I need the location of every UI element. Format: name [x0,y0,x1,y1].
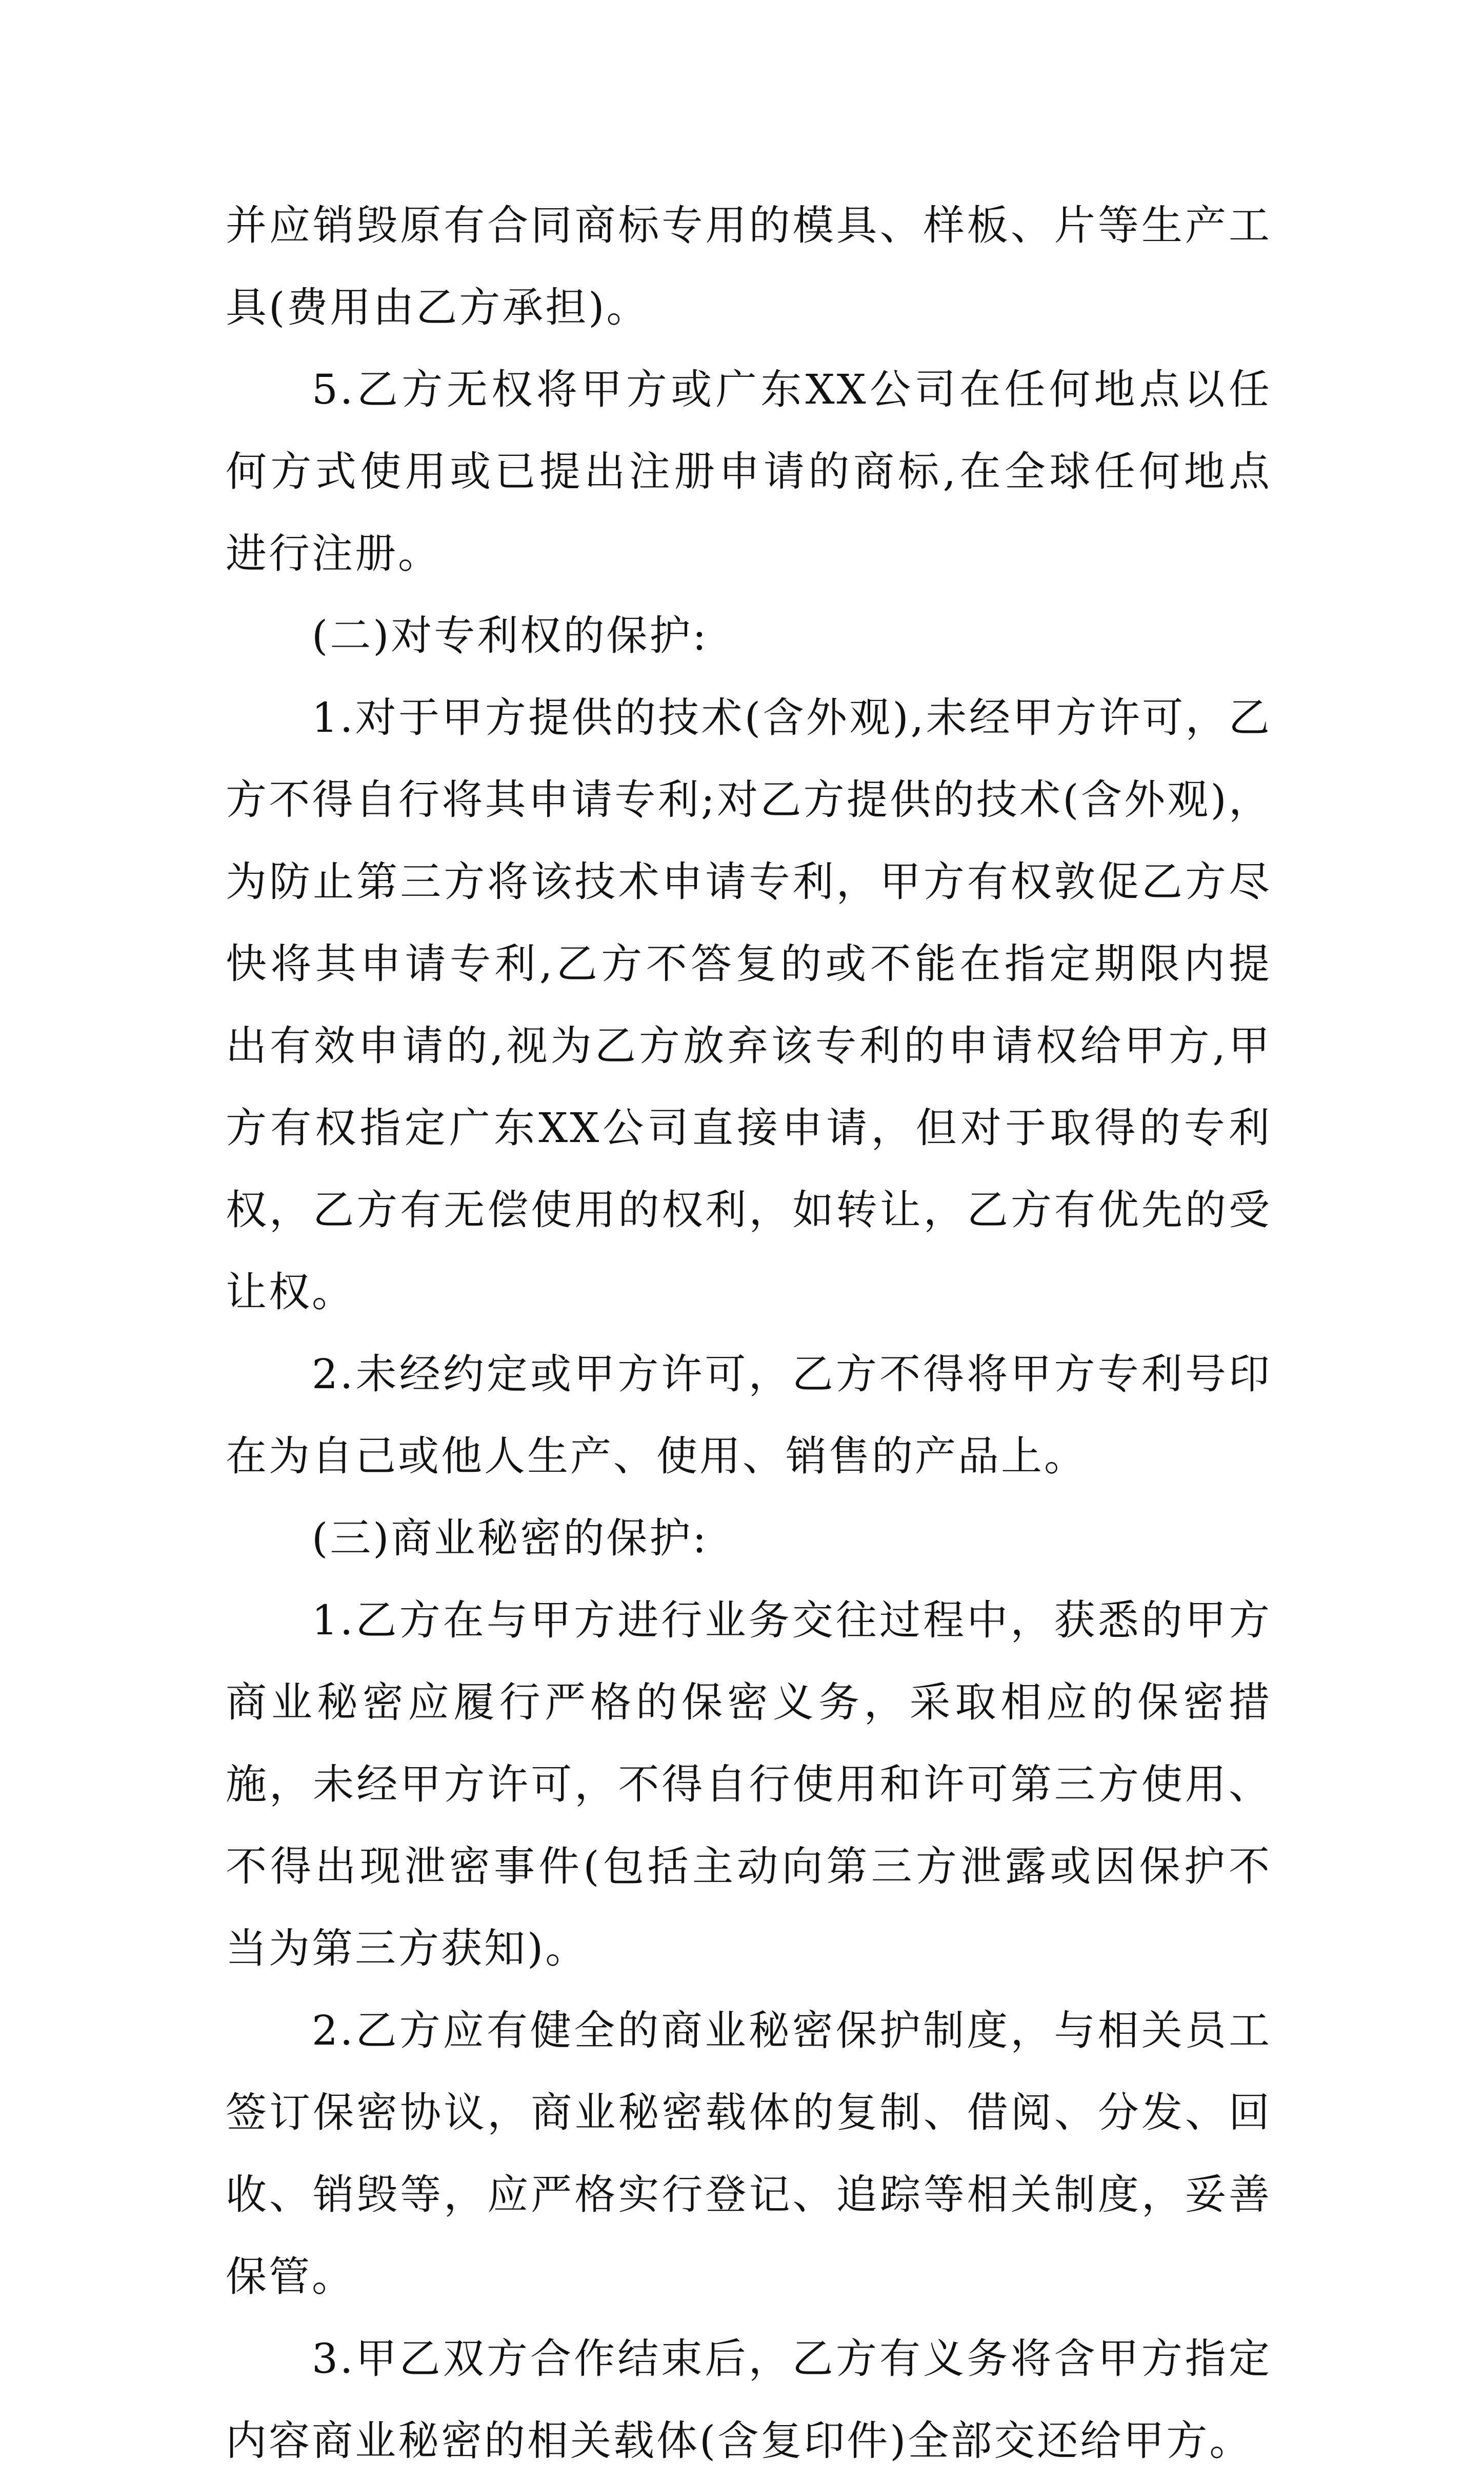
paragraph-trademark-registration: 5.乙方无权将甲方或广东XX公司在任何地点以任何方式使用或已提出注册申请的商标,在全球任何地点进行注册。 [226,366,1272,577]
section-heading-trade-secret: (三)商业秘密的保护: [312,1514,709,1562]
paragraph-continuation: 并应销毁原有合同商标专用的模具、样板、片等生产工具(费用由乙方承担)。 [226,202,1272,331]
paragraph-secret-protection-system: 2.乙方应有健全的商业秘密保护制度，与相关员工签订保密协议，商业秘密载体的复制、借阅、分发、回收、销毁等，应严格实行登记、追踪等相关制度，妥善保管。 [226,2007,1272,2300]
paragraph-return-materials: 3.甲乙双方合作结束后，乙方有义务将含甲方指定内容商业秘密的相关载体(含复印件)全部交还给甲方。 [226,2335,1272,2465]
section-heading-patent-protection: (二)对专利权的保护: [312,612,709,659]
document-body [226,185,1272,2482]
paragraph-patent-application: 1.对于甲方提供的技术(含外观),未经甲方许可，乙方不得自行将其申请专利;对乙方提供的技术(含外观)，为防止第三方将该技术申请专利，甲方有权敦促乙方尽快将其申请专利,乙方不答复的或不能在指定期限内提出有效申请的,视为乙方放弃该专利的申请权给甲方,甲方有权指定广东XX公司直接申请，但对于取得的专利权，乙方有无偿使用的权利，如转让，乙方有优先的受让权。 [226,694,1272,1316]
paragraph-patent-number: 2.未经约定或甲方许可，乙方不得将甲方专利号印在为自己或他人生产、使用、销售的产品上。 [226,1350,1272,1480]
paragraph-confidentiality-obligation: 1.乙方在与甲方进行业务交往过程中，获悉的甲方商业秘密应履行严格的保密义务，采取相应的保密措施，未经甲方许可，不得自行使用和许可第三方使用、不得出现泄密事件(包括主动向第三方泄露或因保护不当为第三方获知)。 [226,1596,1272,1972]
